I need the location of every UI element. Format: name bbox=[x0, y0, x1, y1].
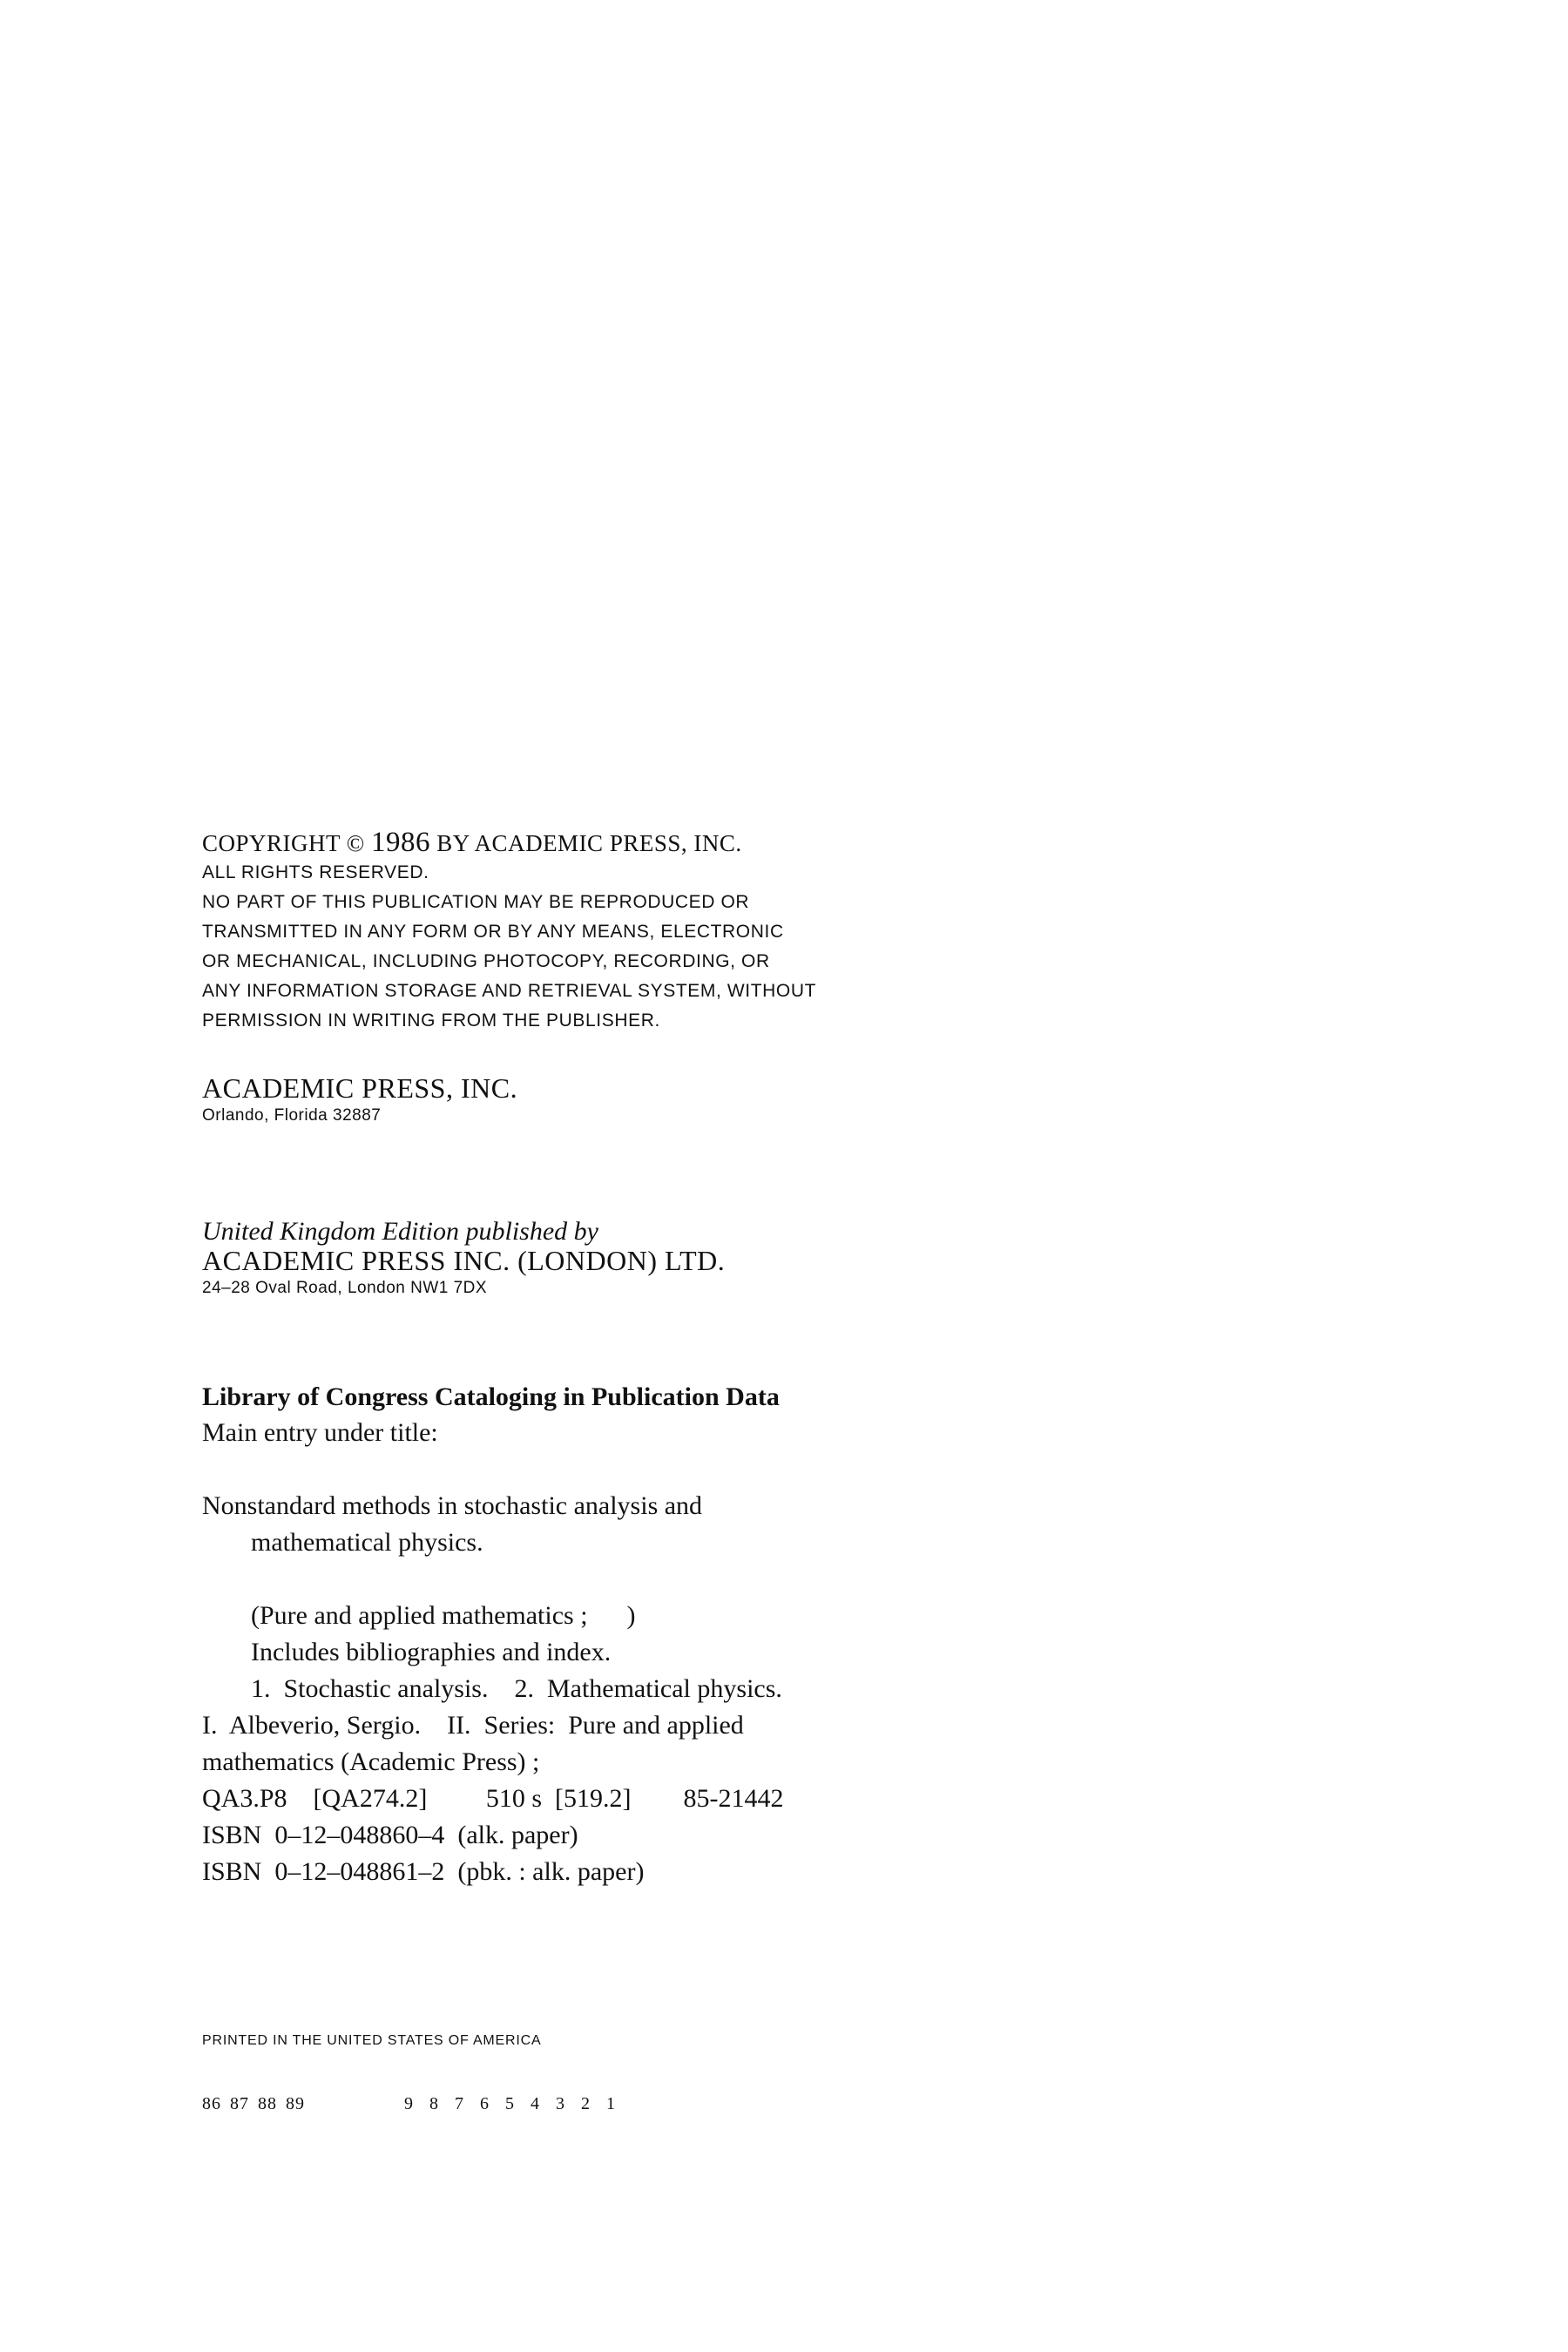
rights-line: ANY INFORMATION STORAGE AND RETRIEVAL SYSTEM, WITHOUT bbox=[202, 981, 817, 1001]
book-title-line: Nonstandard methods in stochastic analysis and bbox=[202, 1491, 703, 1520]
copyright-notice bbox=[202, 828, 816, 1036]
printing-line bbox=[202, 2094, 617, 2114]
rights-line: NO PART OF THIS PUBLICATION MAY BE REPRODUCED OR bbox=[202, 892, 750, 912]
series-note: (Pure and applied mathematics ; ) bbox=[251, 1601, 636, 1630]
rights-line: OR MECHANICAL, INCLUDING PHOTOCOPY, RECORDING, OR bbox=[202, 951, 770, 971]
spacer bbox=[202, 1561, 783, 1598]
includes-note: Includes bibliographies and index. bbox=[251, 1638, 612, 1666]
uk-edition-intro: United Kingdom Edition published by bbox=[202, 1217, 598, 1246]
subject-headings: 1. Stochastic analysis. 2. Mathematical physics. bbox=[251, 1674, 782, 1703]
copyright-holder: BY ACADEMIC PRESS, INC. bbox=[430, 830, 742, 856]
rights-line: TRANSMITTED IN ANY FORM OR BY ANY MEANS, ELECTRONIC bbox=[202, 922, 784, 942]
publisher-address: Orlando, Florida 32887 bbox=[202, 1106, 382, 1125]
rights-line: ALL RIGHTS RESERVED. bbox=[202, 862, 429, 882]
cataloging-heading: Library of Congress Cataloging in Publication Data bbox=[202, 1382, 780, 1411]
printing-sequence: 9 8 7 6 5 4 3 2 1 bbox=[404, 2094, 617, 2113]
isbn-line: ISBN 0–12–048860–4 (alk. paper) bbox=[202, 1821, 578, 1849]
book-title-line: mathematical physics. bbox=[251, 1528, 483, 1557]
cataloging-data bbox=[202, 1380, 783, 1890]
uk-edition-block bbox=[202, 1218, 725, 1301]
printing-years: 86 87 88 89 bbox=[202, 2094, 305, 2113]
added-entries: mathematics (Academic Press) ; bbox=[202, 1747, 540, 1776]
publisher-block bbox=[202, 1073, 517, 1129]
uk-publisher-name: ACADEMIC PRESS INC. (LONDON) LTD. bbox=[202, 1245, 726, 1276]
copyright-year: 1986 bbox=[371, 827, 431, 858]
spacer bbox=[202, 1451, 783, 1488]
isbn-line: ISBN 0–12–048861–2 (pbk. : alk. paper) bbox=[202, 1857, 645, 1886]
publisher-name: ACADEMIC PRESS, INC. bbox=[202, 1072, 518, 1104]
added-entries: I. Albeverio, Sergio. II. Series: Pure and applied bbox=[202, 1711, 744, 1740]
copyright-line bbox=[202, 828, 816, 858]
copyright-prefix: COPYRIGHT © bbox=[202, 830, 372, 856]
uk-publisher-address: 24–28 Oval Road, London NW1 7DX bbox=[202, 1279, 488, 1297]
call-number: QA3.P8 [QA274.2] 510 s [519.2] 85-21442 bbox=[202, 1784, 784, 1813]
rights-line: PERMISSION IN WRITING FROM THE PUBLISHER. bbox=[202, 1010, 660, 1031]
main-entry-line: Main entry under title: bbox=[202, 1418, 438, 1447]
printed-in-notice: PRINTED IN THE UNITED STATES OF AMERICA bbox=[202, 2033, 542, 2048]
